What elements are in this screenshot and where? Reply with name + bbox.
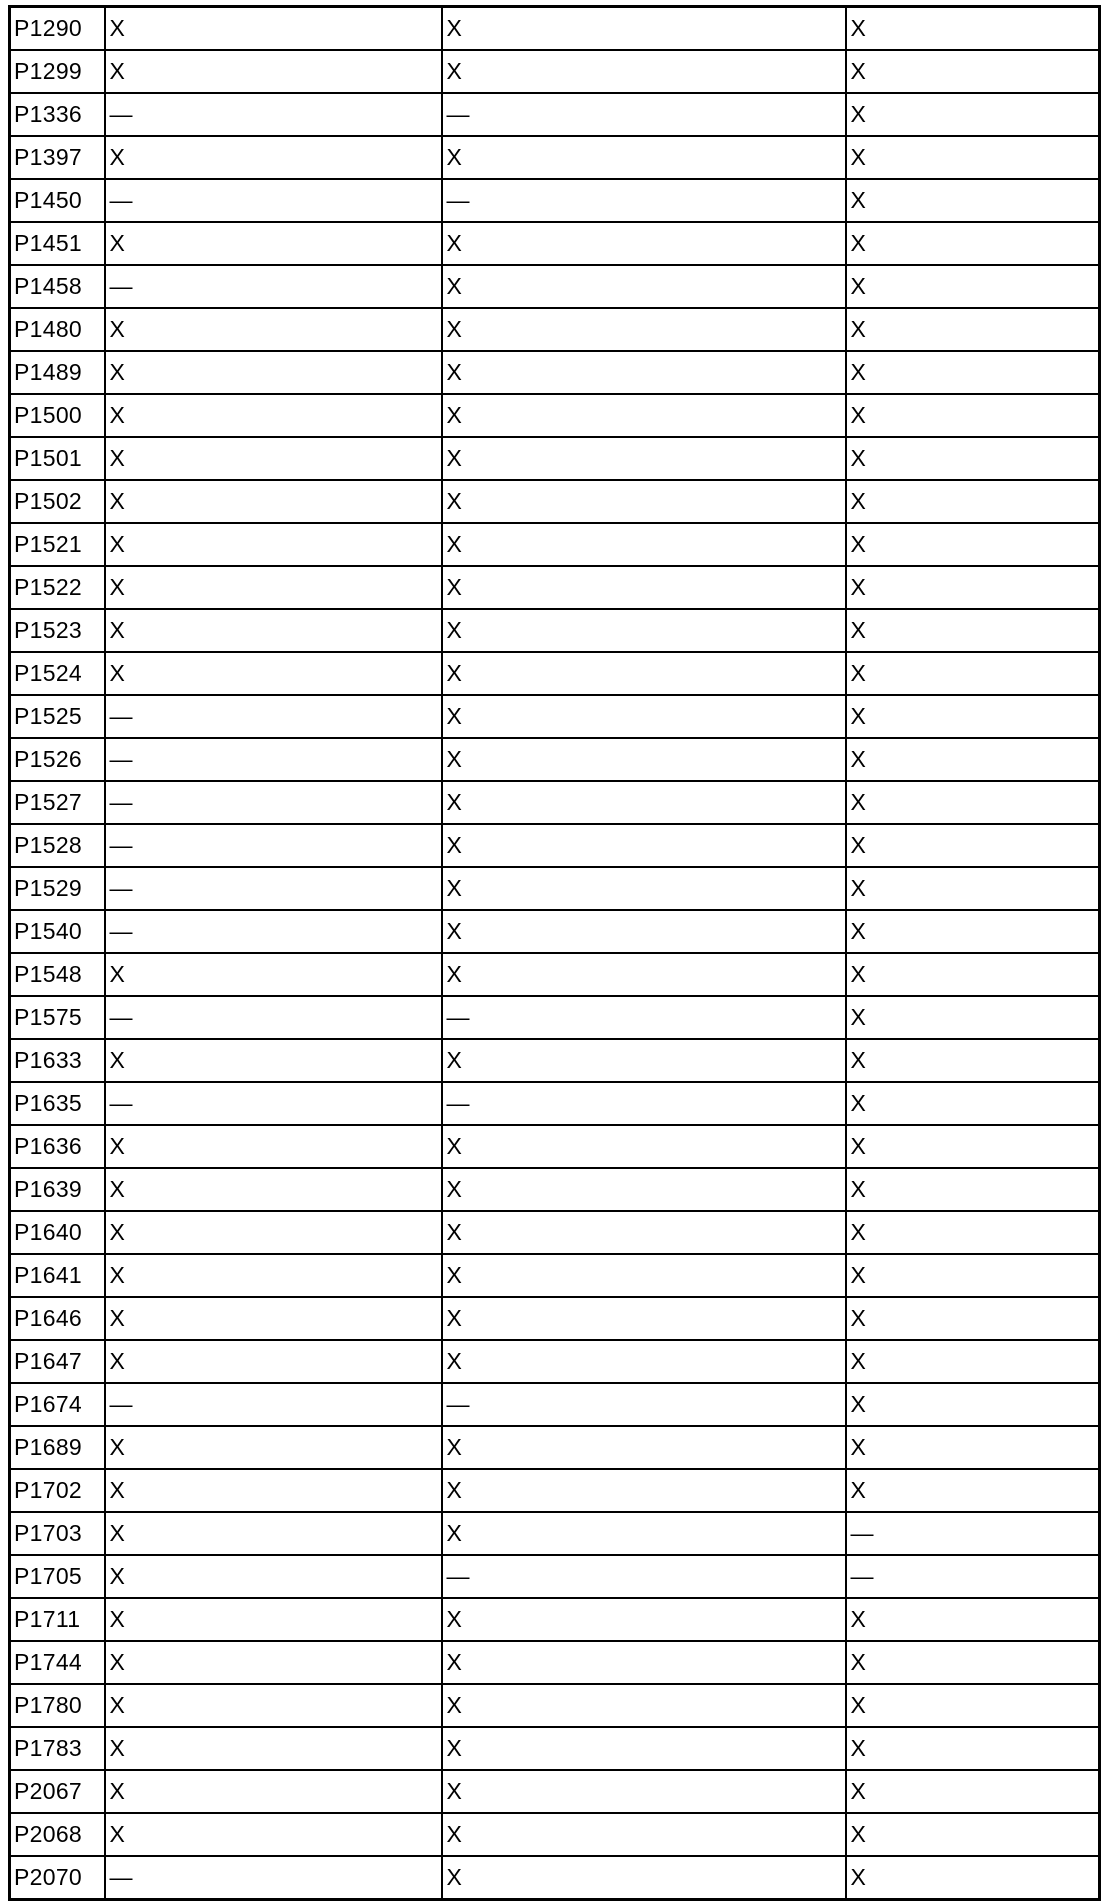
dtc-code-cell: P1646: [10, 1297, 105, 1340]
column-3-cell: X: [846, 609, 1100, 652]
table-row: [10, 1383, 1100, 1426]
column-2-cell: X: [442, 1168, 846, 1211]
column-1-cell: X: [105, 1211, 442, 1254]
table-row: [10, 1727, 1100, 1770]
dtc-code-cell: P1529: [10, 867, 105, 910]
dtc-code-cell: P1522: [10, 566, 105, 609]
column-3-cell: X: [846, 566, 1100, 609]
column-1-cell: —: [105, 1082, 442, 1125]
column-3-cell: X: [846, 93, 1100, 136]
column-1-cell: X: [105, 1770, 442, 1813]
dtc-code-cell: P2070: [10, 1856, 105, 1900]
column-2-cell: X: [442, 7, 846, 51]
dtc-code-cell: P1744: [10, 1641, 105, 1684]
column-3-cell: X: [846, 265, 1100, 308]
column-3-cell: X: [846, 1125, 1100, 1168]
column-1-cell: X: [105, 1684, 442, 1727]
column-1-cell: X: [105, 1641, 442, 1684]
dtc-code-cell: P1500: [10, 394, 105, 437]
table-row: [10, 50, 1100, 93]
column-1-cell: X: [105, 351, 442, 394]
column-2-cell: X: [442, 1125, 846, 1168]
column-3-cell: X: [846, 1039, 1100, 1082]
column-2-cell: X: [442, 910, 846, 953]
dtc-code-cell: P1640: [10, 1211, 105, 1254]
column-2-cell: X: [442, 781, 846, 824]
column-3-cell: X: [846, 910, 1100, 953]
column-2-cell: X: [442, 1211, 846, 1254]
column-2-cell: X: [442, 1641, 846, 1684]
column-3-cell: X: [846, 351, 1100, 394]
column-3-cell: X: [846, 222, 1100, 265]
column-1-cell: X: [105, 1168, 442, 1211]
column-3-cell: X: [846, 738, 1100, 781]
column-3-cell: X: [846, 1813, 1100, 1856]
table-row: [10, 1813, 1100, 1856]
column-2-cell: X: [442, 1598, 846, 1641]
dtc-code-cell: P1290: [10, 7, 105, 51]
table-row: [10, 953, 1100, 996]
column-2-cell: —: [442, 179, 846, 222]
column-1-cell: X: [105, 652, 442, 695]
column-1-cell: X: [105, 1340, 442, 1383]
dtc-code-cell: P1641: [10, 1254, 105, 1297]
column-3-cell: X: [846, 1684, 1100, 1727]
column-3-cell: X: [846, 1082, 1100, 1125]
table-row: [10, 910, 1100, 953]
dtc-code-cell: P1524: [10, 652, 105, 695]
column-3-cell: X: [846, 1254, 1100, 1297]
column-3-cell: X: [846, 1168, 1100, 1211]
table-row: [10, 1770, 1100, 1813]
table-row: [10, 738, 1100, 781]
column-2-cell: X: [442, 523, 846, 566]
column-1-cell: —: [105, 1383, 442, 1426]
column-1-cell: X: [105, 609, 442, 652]
column-2-cell: X: [442, 1340, 846, 1383]
column-3-cell: X: [846, 1770, 1100, 1813]
column-1-cell: X: [105, 50, 442, 93]
column-2-cell: X: [442, 953, 846, 996]
column-3-cell: X: [846, 179, 1100, 222]
column-2-cell: X: [442, 1039, 846, 1082]
column-1-cell: X: [105, 7, 442, 51]
dtc-code-cell: P1647: [10, 1340, 105, 1383]
column-1-cell: X: [105, 394, 442, 437]
dtc-code-cell: P2067: [10, 1770, 105, 1813]
column-3-cell: —: [846, 1555, 1100, 1598]
dtc-table: [8, 5, 1101, 1901]
column-2-cell: X: [442, 50, 846, 93]
dtc-code-cell: P1523: [10, 609, 105, 652]
table-row: [10, 7, 1100, 51]
dtc-code-cell: P1674: [10, 1383, 105, 1426]
table-row: [10, 1297, 1100, 1340]
table-row: [10, 523, 1100, 566]
column-2-cell: X: [442, 1512, 846, 1555]
table-row: [10, 351, 1100, 394]
table-row: [10, 136, 1100, 179]
column-1-cell: —: [105, 93, 442, 136]
column-1-cell: X: [105, 1426, 442, 1469]
column-2-cell: X: [442, 222, 846, 265]
column-1-cell: X: [105, 953, 442, 996]
column-1-cell: X: [105, 1512, 442, 1555]
column-1-cell: X: [105, 1125, 442, 1168]
column-3-cell: X: [846, 695, 1100, 738]
table-row: [10, 437, 1100, 480]
table-row: [10, 1426, 1100, 1469]
column-3-cell: X: [846, 1383, 1100, 1426]
column-1-cell: —: [105, 695, 442, 738]
table-row: [10, 394, 1100, 437]
table-row: [10, 1641, 1100, 1684]
column-2-cell: X: [442, 1297, 846, 1340]
column-1-cell: X: [105, 308, 442, 351]
column-3-cell: X: [846, 1426, 1100, 1469]
table-row: [10, 996, 1100, 1039]
table-row: [10, 867, 1100, 910]
column-2-cell: X: [442, 265, 846, 308]
dtc-code-cell: P1705: [10, 1555, 105, 1598]
column-2-cell: X: [442, 1813, 846, 1856]
column-2-cell: X: [442, 437, 846, 480]
column-1-cell: —: [105, 910, 442, 953]
column-2-cell: —: [442, 1383, 846, 1426]
table-row: [10, 1684, 1100, 1727]
column-2-cell: X: [442, 1856, 846, 1900]
column-1-cell: X: [105, 1727, 442, 1770]
dtc-code-cell: P1397: [10, 136, 105, 179]
dtc-code-cell: P1639: [10, 1168, 105, 1211]
column-3-cell: X: [846, 394, 1100, 437]
column-3-cell: —: [846, 1512, 1100, 1555]
column-1-cell: —: [105, 867, 442, 910]
column-3-cell: X: [846, 1856, 1100, 1900]
column-3-cell: X: [846, 1340, 1100, 1383]
column-3-cell: X: [846, 1211, 1100, 1254]
column-2-cell: X: [442, 351, 846, 394]
column-3-cell: X: [846, 1641, 1100, 1684]
column-1-cell: —: [105, 179, 442, 222]
table-row: [10, 1555, 1100, 1598]
dtc-code-cell: P1502: [10, 480, 105, 523]
table-row: [10, 308, 1100, 351]
column-1-cell: —: [105, 781, 442, 824]
column-3-cell: X: [846, 308, 1100, 351]
dtc-code-cell: P1521: [10, 523, 105, 566]
column-1-cell: X: [105, 1039, 442, 1082]
column-3-cell: X: [846, 50, 1100, 93]
column-2-cell: X: [442, 695, 846, 738]
column-3-cell: X: [846, 953, 1100, 996]
column-1-cell: X: [105, 136, 442, 179]
dtc-code-cell: P1489: [10, 351, 105, 394]
column-1-cell: X: [105, 1469, 442, 1512]
dtc-code-cell: P1540: [10, 910, 105, 953]
dtc-code-cell: P1527: [10, 781, 105, 824]
dtc-code-cell: P1480: [10, 308, 105, 351]
dtc-code-cell: P1703: [10, 1512, 105, 1555]
column-2-cell: X: [442, 308, 846, 351]
column-1-cell: X: [105, 1598, 442, 1641]
column-1-cell: X: [105, 523, 442, 566]
dtc-code-cell: P1711: [10, 1598, 105, 1641]
column-2-cell: X: [442, 1684, 846, 1727]
column-2-cell: X: [442, 824, 846, 867]
column-1-cell: X: [105, 222, 442, 265]
column-3-cell: X: [846, 523, 1100, 566]
column-3-cell: X: [846, 1469, 1100, 1512]
dtc-code-cell: P1299: [10, 50, 105, 93]
column-3-cell: X: [846, 136, 1100, 179]
column-1-cell: X: [105, 480, 442, 523]
table-row: [10, 1254, 1100, 1297]
column-2-cell: X: [442, 738, 846, 781]
table-row: [10, 1082, 1100, 1125]
dtc-code-cell: P1501: [10, 437, 105, 480]
dtc-code-cell: P1526: [10, 738, 105, 781]
column-2-cell: —: [442, 93, 846, 136]
column-3-cell: X: [846, 996, 1100, 1039]
column-3-cell: X: [846, 437, 1100, 480]
table-row: [10, 179, 1100, 222]
column-2-cell: X: [442, 867, 846, 910]
column-3-cell: X: [846, 824, 1100, 867]
table-row: [10, 1125, 1100, 1168]
table-row: [10, 566, 1100, 609]
column-2-cell: X: [442, 1469, 846, 1512]
dtc-code-cell: P1702: [10, 1469, 105, 1512]
column-3-cell: X: [846, 480, 1100, 523]
column-2-cell: —: [442, 996, 846, 1039]
table-container: [8, 5, 1098, 1890]
column-2-cell: X: [442, 652, 846, 695]
dtc-code-cell: P1636: [10, 1125, 105, 1168]
column-3-cell: X: [846, 1297, 1100, 1340]
column-3-cell: X: [846, 781, 1100, 824]
column-1-cell: X: [105, 1555, 442, 1598]
column-1-cell: —: [105, 265, 442, 308]
column-2-cell: X: [442, 1727, 846, 1770]
table-row: [10, 222, 1100, 265]
table-row: [10, 1211, 1100, 1254]
table-row: [10, 652, 1100, 695]
table-row: [10, 1340, 1100, 1383]
column-1-cell: X: [105, 437, 442, 480]
column-1-cell: X: [105, 1254, 442, 1297]
table-row: [10, 93, 1100, 136]
dtc-code-cell: P2068: [10, 1813, 105, 1856]
dtc-code-cell: P1525: [10, 695, 105, 738]
column-2-cell: X: [442, 1254, 846, 1297]
column-2-cell: X: [442, 1426, 846, 1469]
table-row: [10, 824, 1100, 867]
column-1-cell: —: [105, 824, 442, 867]
column-1-cell: —: [105, 738, 442, 781]
dtc-code-cell: P1689: [10, 1426, 105, 1469]
column-1-cell: X: [105, 566, 442, 609]
table-row: [10, 265, 1100, 308]
dtc-code-cell: P1780: [10, 1684, 105, 1727]
dtc-code-cell: P1336: [10, 93, 105, 136]
column-2-cell: —: [442, 1082, 846, 1125]
table-row: [10, 1469, 1100, 1512]
column-3-cell: X: [846, 867, 1100, 910]
table-row: [10, 695, 1100, 738]
dtc-code-cell: P1548: [10, 953, 105, 996]
table-row: [10, 1039, 1100, 1082]
dtc-code-cell: P1458: [10, 265, 105, 308]
table-row: [10, 1512, 1100, 1555]
column-1-cell: —: [105, 996, 442, 1039]
dtc-code-cell: P1633: [10, 1039, 105, 1082]
column-3-cell: X: [846, 1598, 1100, 1641]
table-row: [10, 781, 1100, 824]
dtc-code-cell: P1783: [10, 1727, 105, 1770]
column-2-cell: X: [442, 566, 846, 609]
table-row: [10, 1598, 1100, 1641]
column-3-cell: X: [846, 7, 1100, 51]
column-2-cell: X: [442, 1770, 846, 1813]
table-row: [10, 609, 1100, 652]
table-row: [10, 480, 1100, 523]
dtc-code-cell: P1451: [10, 222, 105, 265]
column-2-cell: —: [442, 1555, 846, 1598]
column-1-cell: X: [105, 1813, 442, 1856]
column-3-cell: X: [846, 652, 1100, 695]
column-2-cell: X: [442, 609, 846, 652]
column-1-cell: X: [105, 1297, 442, 1340]
column-2-cell: X: [442, 136, 846, 179]
column-1-cell: —: [105, 1856, 442, 1900]
dtc-code-cell: P1450: [10, 179, 105, 222]
column-3-cell: X: [846, 1727, 1100, 1770]
dtc-code-cell: P1635: [10, 1082, 105, 1125]
table-row: [10, 1168, 1100, 1211]
dtc-code-cell: P1528: [10, 824, 105, 867]
table-body: [10, 7, 1100, 1900]
column-2-cell: X: [442, 480, 846, 523]
dtc-code-cell: P1575: [10, 996, 105, 1039]
column-2-cell: X: [442, 394, 846, 437]
